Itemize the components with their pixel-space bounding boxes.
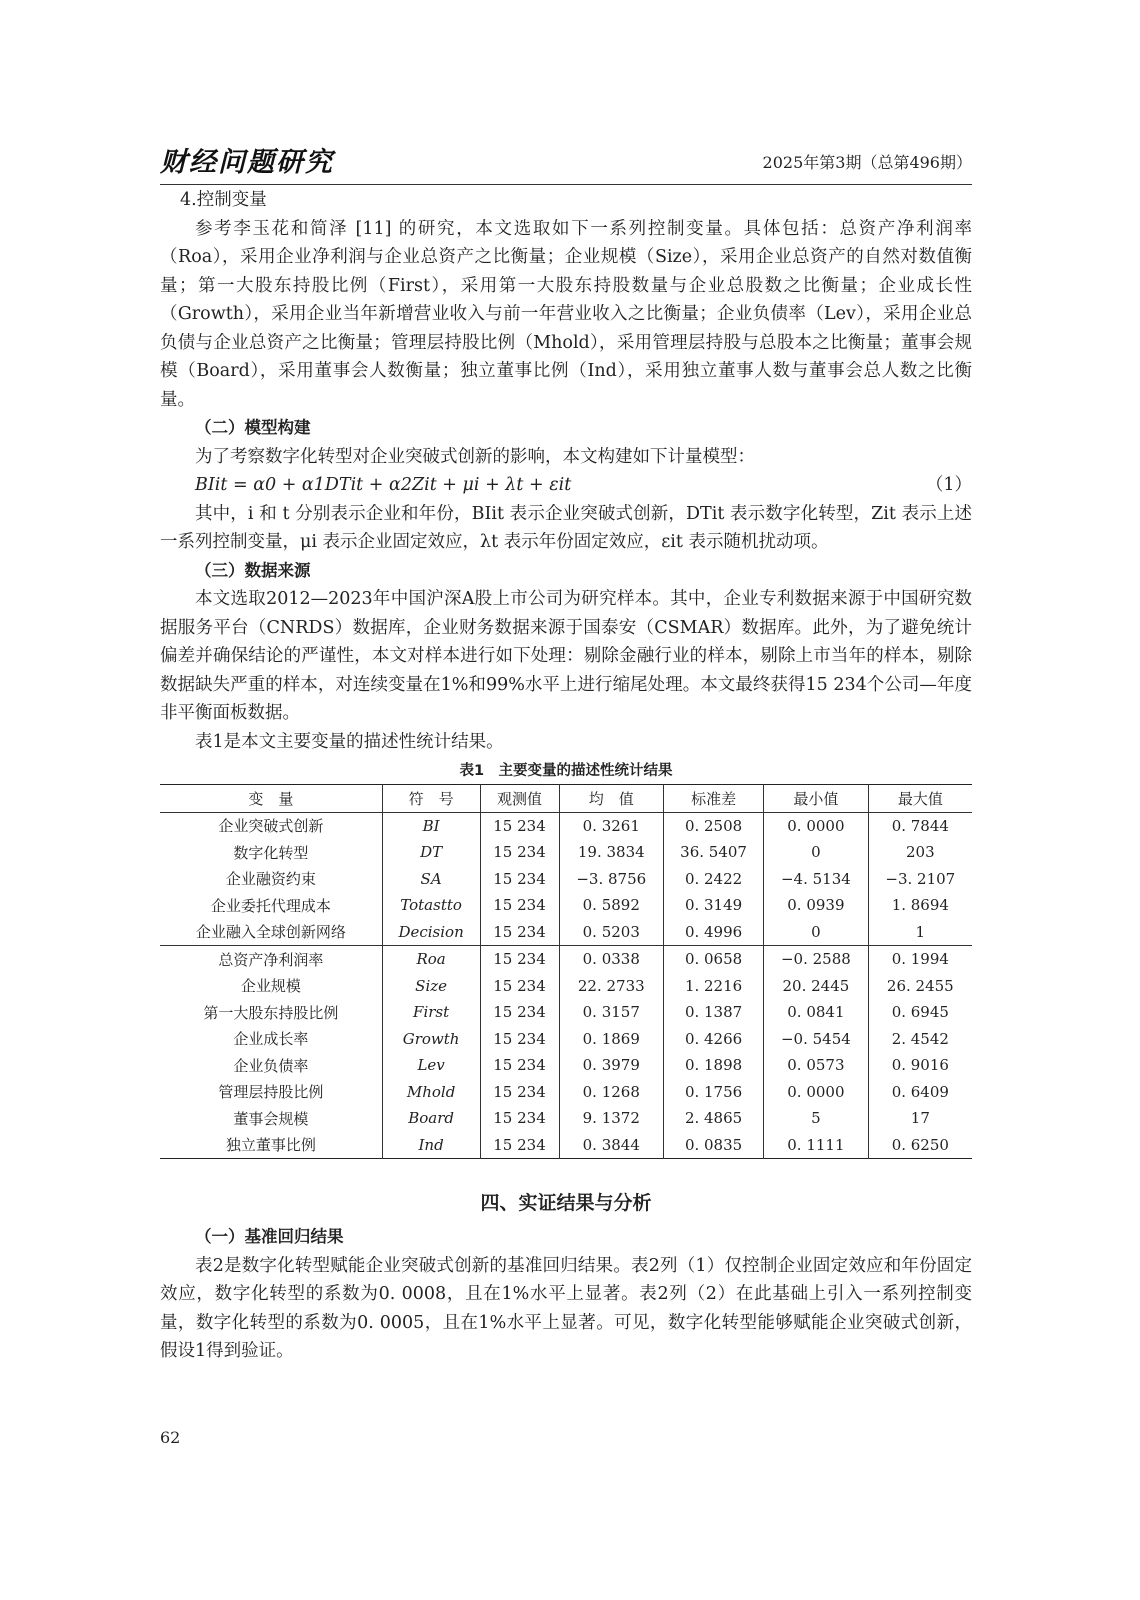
cell-variable: 管理层持股比例: [218, 1083, 324, 1102]
table-row: [160, 919, 972, 946]
cell-min: 0: [764, 919, 869, 946]
cell-observations: 15 234: [480, 892, 559, 919]
cell-min: 5: [764, 1105, 869, 1132]
table-row: [160, 1079, 972, 1106]
table-row: [160, 866, 972, 893]
cell-mean: 9. 1372: [559, 1105, 664, 1132]
cell-symbol: Decision: [382, 919, 480, 946]
cell-variable: 企业融资约束: [225, 870, 316, 889]
cell-std: 0. 1387: [664, 999, 764, 1026]
table-row: [160, 812, 972, 839]
cell-max: 0. 1994: [868, 946, 972, 973]
article-body: [160, 186, 972, 1366]
cell-variable: 董事会规模: [233, 1109, 309, 1128]
cell-std: 2. 4865: [664, 1105, 764, 1132]
baseline-heading: （一）基准回归结果: [195, 1227, 344, 1246]
cell-variable: 企业委托代理成本: [210, 896, 331, 915]
cell-min: −4. 5134: [764, 866, 869, 893]
journal-logo: 财经问题研究: [160, 147, 334, 178]
cell-observations: 15 234: [480, 866, 559, 893]
table-row: [160, 999, 972, 1026]
header-variable: 变 量: [160, 785, 382, 813]
cell-max: 0. 6409: [868, 1079, 972, 1106]
cell-symbol: Roa: [382, 946, 480, 973]
cell-mean: 0. 5203: [559, 919, 664, 946]
cell-min: 0: [764, 839, 869, 866]
cell-symbol: Size: [382, 973, 480, 1000]
cell-min: 0. 0573: [764, 1052, 869, 1079]
cell-std: 0. 2422: [664, 866, 764, 893]
page-header: [160, 140, 972, 185]
table-row: [160, 973, 972, 1000]
cell-max: 17: [868, 1105, 972, 1132]
data-source-heading: （三）数据来源: [195, 560, 311, 580]
cell-std: 0. 1898: [664, 1052, 764, 1079]
cell-max: 1: [868, 919, 972, 946]
cell-symbol: SA: [382, 866, 480, 893]
control-variables-heading: 4.控制变量: [180, 190, 267, 210]
cell-mean: 22. 2733: [559, 973, 664, 1000]
cell-observations: 15 234: [480, 1026, 559, 1053]
cell-std: 0. 4996: [664, 919, 764, 946]
cell-max: 0. 6250: [868, 1132, 972, 1159]
table-row: [160, 946, 972, 973]
cell-symbol: Ind: [382, 1132, 480, 1159]
model-intro: 为了考察数字化转型对企业突破式创新的影响，本文构建如下计量模型：: [195, 446, 755, 467]
table-row: [160, 1026, 972, 1053]
cell-mean: 0. 1869: [559, 1026, 664, 1053]
table-row: [160, 1105, 972, 1132]
cell-max: 26. 2455: [868, 973, 972, 1000]
cell-mean: 0. 3979: [559, 1052, 664, 1079]
cell-variable: 总资产净利润率: [160, 946, 382, 973]
cell-variable: 数字化转型: [233, 843, 309, 862]
cell-max: 0. 9016: [868, 1052, 972, 1079]
regression-formula: [160, 471, 972, 500]
cell-min: 0. 0939: [764, 892, 869, 919]
baseline-paragraph: 表2是数字化转型赋能企业突破式创新的基准回归结果。表2列（1）仅控制企业固定效应和年份固定效应，数字化转型的系数为0. 0008，且在1%水平上显著。表2列（2）在此基础上引入一系列控制变量，数字化转型的系数为0. 0005，且在1%水平上显著。可见，数字化转型能够赋能企业突破式创新，假设1得到验证。: [160, 1255, 972, 1361]
header-symbol: 符 号: [382, 785, 480, 813]
cell-symbol: Growth: [382, 1026, 480, 1053]
table-body: [160, 812, 972, 1159]
section-title: 四、实证结果与分析: [480, 1192, 652, 1214]
cell-variable: 企业突破式创新: [218, 817, 324, 836]
page-number: 62: [160, 1428, 181, 1447]
cell-std: 1. 2216: [664, 973, 764, 1000]
cell-min: 20. 2445: [764, 973, 869, 1000]
cell-observations: 15 234: [480, 1052, 559, 1079]
model-explanation: 其中，i 和 t 分别表示企业和年份，BIit 表示企业突破式创新，DTit 表示数字化转型，Zit 表示上述一系列控制变量，μi 表示企业固定效应，λt 表示年份固定效应，εit 表示随机扰动项。: [160, 503, 972, 552]
cell-max: 1. 8694: [868, 892, 972, 919]
cell-max: 0. 7844: [868, 812, 972, 839]
cell-symbol: Board: [382, 1105, 480, 1132]
cell-mean: 19. 3834: [559, 839, 664, 866]
cell-std: 0. 2508: [664, 812, 764, 839]
cell-observations: 15 234: [480, 999, 559, 1026]
table-row: [160, 1132, 972, 1159]
cell-observations: 15 234: [480, 1105, 559, 1132]
table-header-row: [160, 785, 972, 813]
cell-min: 0. 0841: [764, 999, 869, 1026]
cell-variable: 企业规模: [240, 977, 301, 996]
cell-min: −0. 2588: [764, 946, 869, 973]
cell-mean: 0. 3844: [559, 1132, 664, 1159]
table-reference: 表1是本文主要变量的描述性统计结果。: [195, 731, 504, 752]
model-heading: （二）模型构建: [195, 418, 311, 437]
data-source-paragraph: 本文选取2012—2023年中国沪深A股上市公司为研究样本。其中，企业专利数据来源于中国研究数据服务平台（CNRDS）数据库，企业财务数据来源于国泰安（CSMAR）数据库。此外，为了避免统计偏差并确保结论的严谨性，本文对样本进行如下处理：剔除金融行业的样本，剔除上市当年的样本，剔除数据缺失严重的样本，对连续变量在1%和99%水平上进行缩尾处理。本文最终获得15 234个公司—年度非平衡面板数据。: [160, 589, 972, 723]
header-observations: 观测值: [480, 785, 559, 813]
cell-symbol: First: [382, 999, 480, 1026]
cell-std: 0. 0658: [664, 946, 764, 973]
cell-mean: 0. 5892: [559, 892, 664, 919]
header-max: 最大值: [868, 785, 972, 813]
formula-text: BIit = α0 + α1DTit + α2Zit + μi + λt + εit: [195, 475, 572, 495]
header-mean: 均 值: [559, 785, 664, 813]
header-std: 标准差: [664, 785, 764, 813]
cell-observations: 15 234: [480, 1132, 559, 1159]
cell-std: 0. 3149: [664, 892, 764, 919]
control-variables-paragraph: 参考李玉花和简泽 [11] 的研究，本文选取如下一系列控制变量。具体包括：总资产净利润率（Roa），采用企业净利润与企业总资产之比衡量；企业规模（Size），采用企业总资产的自然对数值衡量；第一大股东持股比例（First），采用第一大股东持股数量与企业总股数之比衡量；企业成长性（Growth），采用企业当年新增营业收入与前一年营业收入之比衡量；企业负债率（Lev），采用企业总负债与企业总资产之比衡量；管理层持股比例（Mhold），采用管理层持股与总股本之比衡量；董事会规模（Board），采用董事会人数衡量；独立董事比例（Ind），采用独立董事人数与董事会总人数之比衡量。: [160, 218, 972, 410]
cell-symbol: Lev: [382, 1052, 480, 1079]
cell-observations: 15 234: [480, 919, 559, 946]
cell-min: 0. 0000: [764, 812, 869, 839]
cell-max: 2. 4542: [868, 1026, 972, 1053]
table-row: [160, 839, 972, 866]
issue-info: 2025年第3期（总第496期）: [762, 153, 972, 172]
cell-min: 0. 1111: [764, 1132, 869, 1159]
cell-mean: 0. 0338: [559, 946, 664, 973]
cell-max: 203: [868, 839, 972, 866]
cell-max: −3. 2107: [868, 866, 972, 893]
cell-observations: 15 234: [480, 839, 559, 866]
cell-std: 0. 0835: [664, 1132, 764, 1159]
equation-number: （1）: [925, 475, 972, 495]
cell-symbol: BI: [382, 812, 480, 839]
cell-variable: 企业成长率: [233, 1030, 309, 1049]
cell-variable: 企业融入全球创新网络: [195, 923, 346, 942]
header-min: 最小值: [764, 785, 869, 813]
cell-variable: 企业负债率: [233, 1056, 309, 1075]
cell-mean: 0. 3261: [559, 812, 664, 839]
cell-variable: 独立董事比例: [225, 1136, 316, 1155]
cell-observations: 15 234: [480, 973, 559, 1000]
cell-mean: 0. 1268: [559, 1079, 664, 1106]
cell-max: 0. 6945: [868, 999, 972, 1026]
cell-min: −0. 5454: [764, 1026, 869, 1053]
cell-observations: 15 234: [480, 1079, 559, 1106]
table-row: [160, 892, 972, 919]
cell-symbol: DT: [382, 839, 480, 866]
cell-std: 36. 5407: [664, 839, 764, 866]
cell-min: 0. 0000: [764, 1079, 869, 1106]
cell-variable: 第一大股东持股比例: [203, 1003, 339, 1022]
cell-observations: 15 234: [480, 946, 559, 973]
cell-std: 0. 1756: [664, 1079, 764, 1106]
descriptive-stats-table: [160, 784, 972, 1159]
cell-mean: −3. 8756: [559, 866, 664, 893]
table-row: [160, 1052, 972, 1079]
cell-mean: 0. 3157: [559, 999, 664, 1026]
cell-observations: 15 234: [480, 812, 559, 839]
cell-symbol: Totastto: [382, 892, 480, 919]
table1-title: 表1 主要变量的描述性统计结果: [459, 763, 673, 779]
cell-symbol: Mhold: [382, 1079, 480, 1106]
cell-std: 0. 4266: [664, 1026, 764, 1053]
